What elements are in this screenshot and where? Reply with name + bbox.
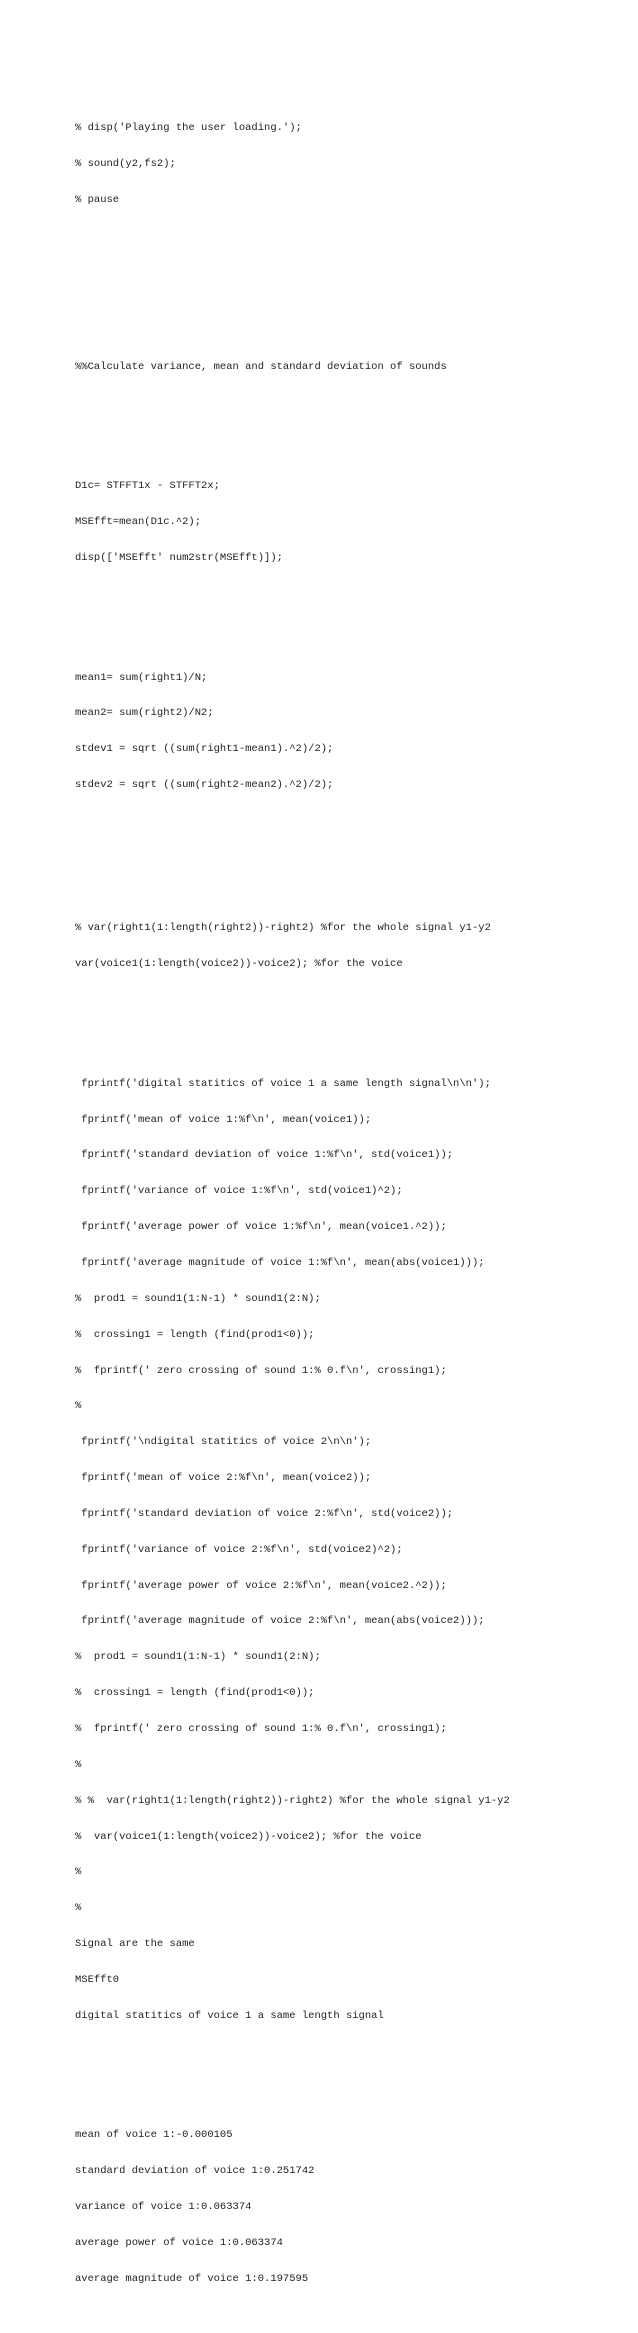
code-line: % var(right1(1:length(right2))-right2) %for the whole signal y1-y2: [75, 922, 491, 935]
code-line: %: [75, 1400, 82, 1413]
code-line: fprintf('digital statitics of voice 1 a same length signal\n\n');: [75, 1077, 491, 1090]
code-line: %: [75, 1902, 82, 1915]
output-line: average power of voice 1:0.063374: [75, 2236, 283, 2249]
blank-gap: [75, 2070, 620, 2082]
code-line: stdev2 = sqrt ((sum(right2-mean2).^2)/2);: [75, 779, 334, 792]
code-line: fprintf('\ndigital statitics of voice 2\n\n');: [75, 1436, 372, 1449]
code-line: fprintf('standard deviation of voice 2:%f\n', std(voice2));: [75, 1507, 454, 1520]
code-line: % var(voice1(1:length(voice2))-voice2); %for the voice: [75, 1830, 422, 1843]
blank-gap: [75, 613, 620, 625]
code-line: fprintf('variance of voice 2:%f\n', std(voice2)^2);: [75, 1543, 403, 1556]
code-line: % sound(y2,fs2);: [75, 157, 176, 170]
code-line: % fprintf(' zero crossing of sound 1:% 0.f\n', crossing1);: [75, 1364, 447, 1377]
code-line: % % var(right1(1:length(right2))-right2) %for the whole signal y1-y2: [75, 1794, 510, 1807]
code-line: mean2= sum(right2)/N2;: [75, 707, 214, 720]
blank-gap: [75, 840, 620, 876]
code-line: % disp('Playing the user loading.');: [75, 121, 302, 134]
output-line: digital statitics of voice 1 a same length signal: [75, 2009, 384, 2022]
code-line: fprintf('variance of voice 1:%f\n', std(voice1)^2);: [75, 1185, 403, 1198]
output-line: average magnitude of voice 1:0.197595: [75, 2272, 309, 2285]
commented-playback-block: [75, 99, 620, 230]
output-line: Signal are the same: [75, 1938, 195, 1951]
code-line: D1c= STFFT1x - STFFT2x;: [75, 480, 220, 493]
code-line: fprintf('average magnitude of voice 1:%f\n', mean(abs(voice1)));: [75, 1257, 485, 1269]
blank-gap: [75, 1019, 620, 1031]
code-line: % prod1 = sound1(1:N-1) * sound1(2:N);: [75, 1651, 321, 1664]
code-line: % fprintf(' zero crossing of sound 1:% 0.f\n', crossing1);: [75, 1722, 447, 1735]
output-line: MSEfft0: [75, 1973, 120, 1986]
blank-gap: [75, 254, 620, 314]
code-line: fprintf('standard deviation of voice 1:%f\n', std(voice1));: [75, 1149, 454, 1162]
code-line: fprintf('average power of voice 2:%f\n', mean(voice2.^2));: [75, 1579, 447, 1592]
fprintf-statistics-block: [75, 1055, 620, 2047]
mean-stdev-block: [75, 649, 620, 816]
code-line: MSEfft=mean(D1c.^2);: [75, 516, 202, 529]
mse-block: [75, 457, 620, 588]
code-line: % crossing1 = length (find(prod1<0));: [75, 1687, 315, 1700]
code-line: fprintf('mean of voice 1:%f\n', mean(voice1));: [75, 1113, 372, 1126]
code-line: %: [75, 1758, 82, 1771]
code-line: mean1= sum(right1)/N;: [75, 671, 208, 684]
code-line: % crossing1 = length (find(prod1<0));: [75, 1328, 315, 1341]
code-line: fprintf('average magnitude of voice 2:%f\n', mean(abs(voice2)));: [75, 1615, 485, 1628]
code-line: var(voice1(1:length(voice2))-voice2); %for the voice: [75, 958, 403, 971]
variance-block: [75, 900, 620, 996]
code-line: fprintf('mean of voice 2:%f\n', mean(voice2));: [75, 1472, 372, 1485]
output-line: mean of voice 1:-0.000105: [75, 2129, 233, 2142]
code-line: % prod1 = sound1(1:N-1) * sound1(2:N);: [75, 1292, 321, 1305]
blank-gap: [75, 422, 620, 434]
section-comment-block: [75, 338, 620, 398]
output-line: variance of voice 1:0.063374: [75, 2200, 252, 2213]
code-line: disp(['MSEfft' num2str(MSEfft)]);: [75, 552, 283, 564]
code-line: stdev1 = sqrt ((sum(right1-mean1).^2)/2);: [75, 743, 334, 756]
code-line: %: [75, 1866, 82, 1879]
code-listing: [75, 75, 620, 2333]
code-line: fprintf('average power of voice 1:%f\n', mean(voice1.^2));: [75, 1221, 447, 1234]
output-results-block: [75, 2106, 620, 2309]
code-line: %%Calculate variance, mean and standard deviation of sounds: [75, 360, 447, 373]
code-line: % pause: [75, 193, 120, 206]
output-line: standard deviation of voice 1:0.251742: [75, 2165, 315, 2178]
